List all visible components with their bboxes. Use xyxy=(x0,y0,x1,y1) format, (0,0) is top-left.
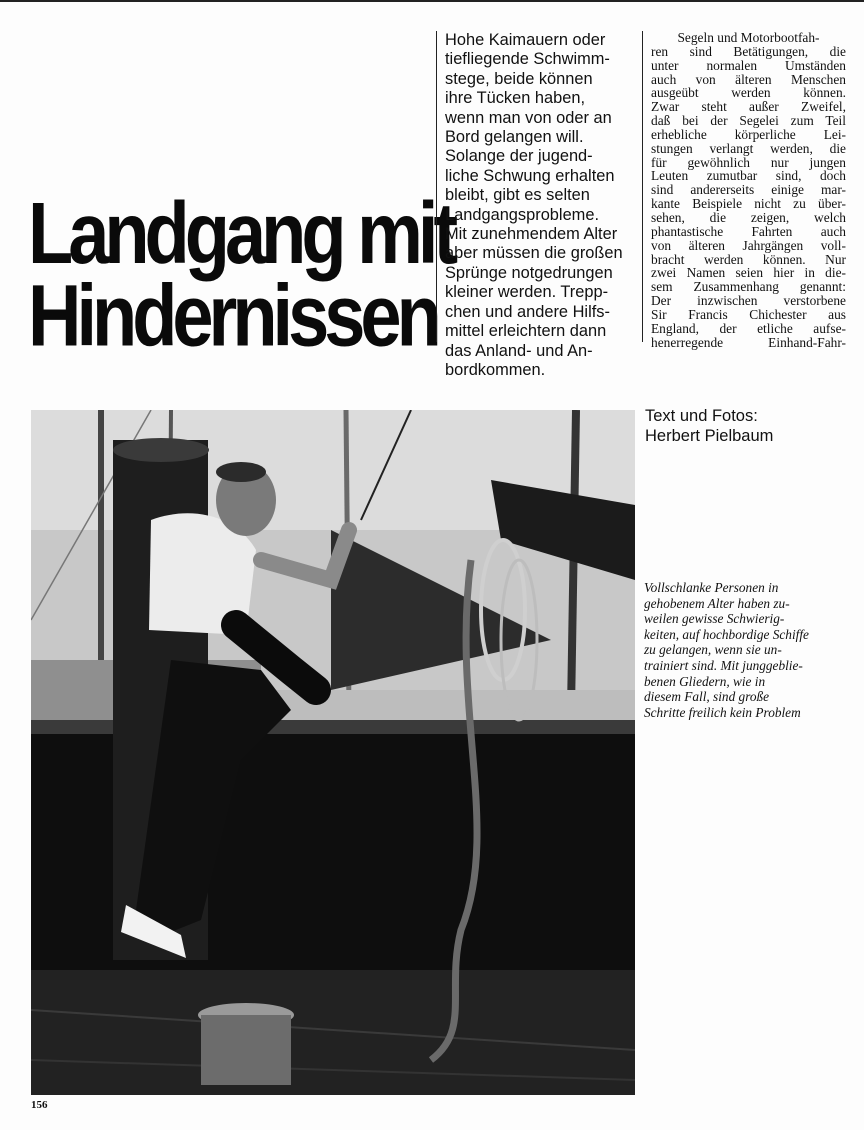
body-line: auch von älteren Menschen xyxy=(651,71,846,87)
body-line: sehen, die zeigen, welch xyxy=(651,209,846,225)
caption-line: zu gelangen, wenn sie un- xyxy=(644,642,782,658)
lead-line: kleiner werden. Trepp- xyxy=(445,283,609,302)
lead-line: aber müssen die großen xyxy=(445,244,623,263)
lead-paragraph xyxy=(436,31,634,379)
body-line: Segeln und Motorbootfah- xyxy=(677,30,820,45)
body-line: bracht werden können. Nur xyxy=(651,251,846,267)
lead-line: Landgangsprobleme. xyxy=(445,205,600,224)
body-line: für gewöhnlich nur jungen xyxy=(651,154,846,170)
caption-line: keiten, auf hochbordige Schiffe xyxy=(644,626,809,642)
caption-line: Schritte freilich kein Problem xyxy=(644,704,801,720)
lead-line: das Anland- und An- xyxy=(445,341,593,360)
lead-line: mittel erleichtern dann xyxy=(445,322,607,341)
photo-caption xyxy=(644,580,849,720)
lead-line: Solange der jugend- xyxy=(445,147,593,166)
body-line: sind andererseits einige mar- xyxy=(651,182,846,198)
top-rule xyxy=(0,0,864,2)
caption-line: trainiert sind. Mit junggeblie- xyxy=(644,657,803,673)
body-line: unter normalen Umständen xyxy=(651,57,846,73)
page-number: 156 xyxy=(31,1099,48,1111)
body-line: ausgeübt werden können. xyxy=(651,85,846,101)
body-line: sem Zusammenhang genannt: xyxy=(651,279,846,295)
body-line: stungen verlangt werden, die xyxy=(651,140,846,156)
body-line: erhebliche körperliche Lei- xyxy=(651,126,846,142)
lead-line: Mit zunehmendem Alter xyxy=(445,225,618,244)
body-line: Sir Francis Chichester aus xyxy=(651,306,846,322)
credits-line: Herbert Pielbaum xyxy=(645,427,774,445)
credits-line: Text und Fotos: xyxy=(645,407,758,425)
body-line: daß bei der Segelei zum Teil xyxy=(651,113,846,129)
caption-line: Vollschlanke Personen in xyxy=(644,580,779,595)
body-line: henerregende Einhand-Fahr- xyxy=(651,334,846,350)
caption-line: gehobenem Alter haben zu- xyxy=(644,595,790,611)
body-line: phantastische Fahrten auch xyxy=(651,223,846,239)
lead-line: Sprünge notgedrungen xyxy=(445,263,613,282)
lead-line: liche Schwung erhalten xyxy=(445,166,615,185)
body-column xyxy=(642,30,846,350)
title-line-1: Landgang mit xyxy=(28,183,454,282)
body-line: ren sind Betätigungen, die xyxy=(651,43,846,59)
lead-line: bordkommen. xyxy=(445,360,546,379)
lead-line: ihre Tücken haben, xyxy=(445,89,586,108)
lead-line: bleibt, gibt es selten xyxy=(445,186,590,205)
body-line: von älteren Jahrgängen voll- xyxy=(651,237,846,253)
body-line: England, der etliche aufse- xyxy=(651,320,846,336)
lead-line: Bord gelangen will. xyxy=(445,128,584,147)
photo-man-boarding-sailboat-icon xyxy=(31,410,635,1095)
article-title xyxy=(28,183,454,365)
lead-line: wenn man von oder an xyxy=(445,108,612,127)
body-line: Zwar steht außer Zweifel, xyxy=(651,99,846,115)
body-line: zwei Namen seien hier in die- xyxy=(651,265,846,281)
caption-line: diesem Fall, sind große xyxy=(644,689,770,705)
photo-credits xyxy=(645,406,845,446)
lead-line: Hohe Kaimauern oder xyxy=(445,31,606,49)
caption-line: benen Gliedern, wie in xyxy=(644,673,766,689)
body-line: Leuten zumutbar sind, doch xyxy=(651,168,846,184)
lead-line: stege, beide können xyxy=(445,69,593,88)
body-line: kante Beispiele nicht zu über- xyxy=(651,196,846,212)
lead-line: tiefliegende Schwimm- xyxy=(445,50,610,69)
body-line: Der inzwischen verstorbene xyxy=(651,293,846,309)
lead-line: chen und andere Hilfs- xyxy=(445,302,610,321)
title-line-2: Hindernissen xyxy=(28,266,437,365)
article-photo xyxy=(31,410,635,1095)
caption-line: weilen gewisse Schwierig- xyxy=(644,611,785,627)
